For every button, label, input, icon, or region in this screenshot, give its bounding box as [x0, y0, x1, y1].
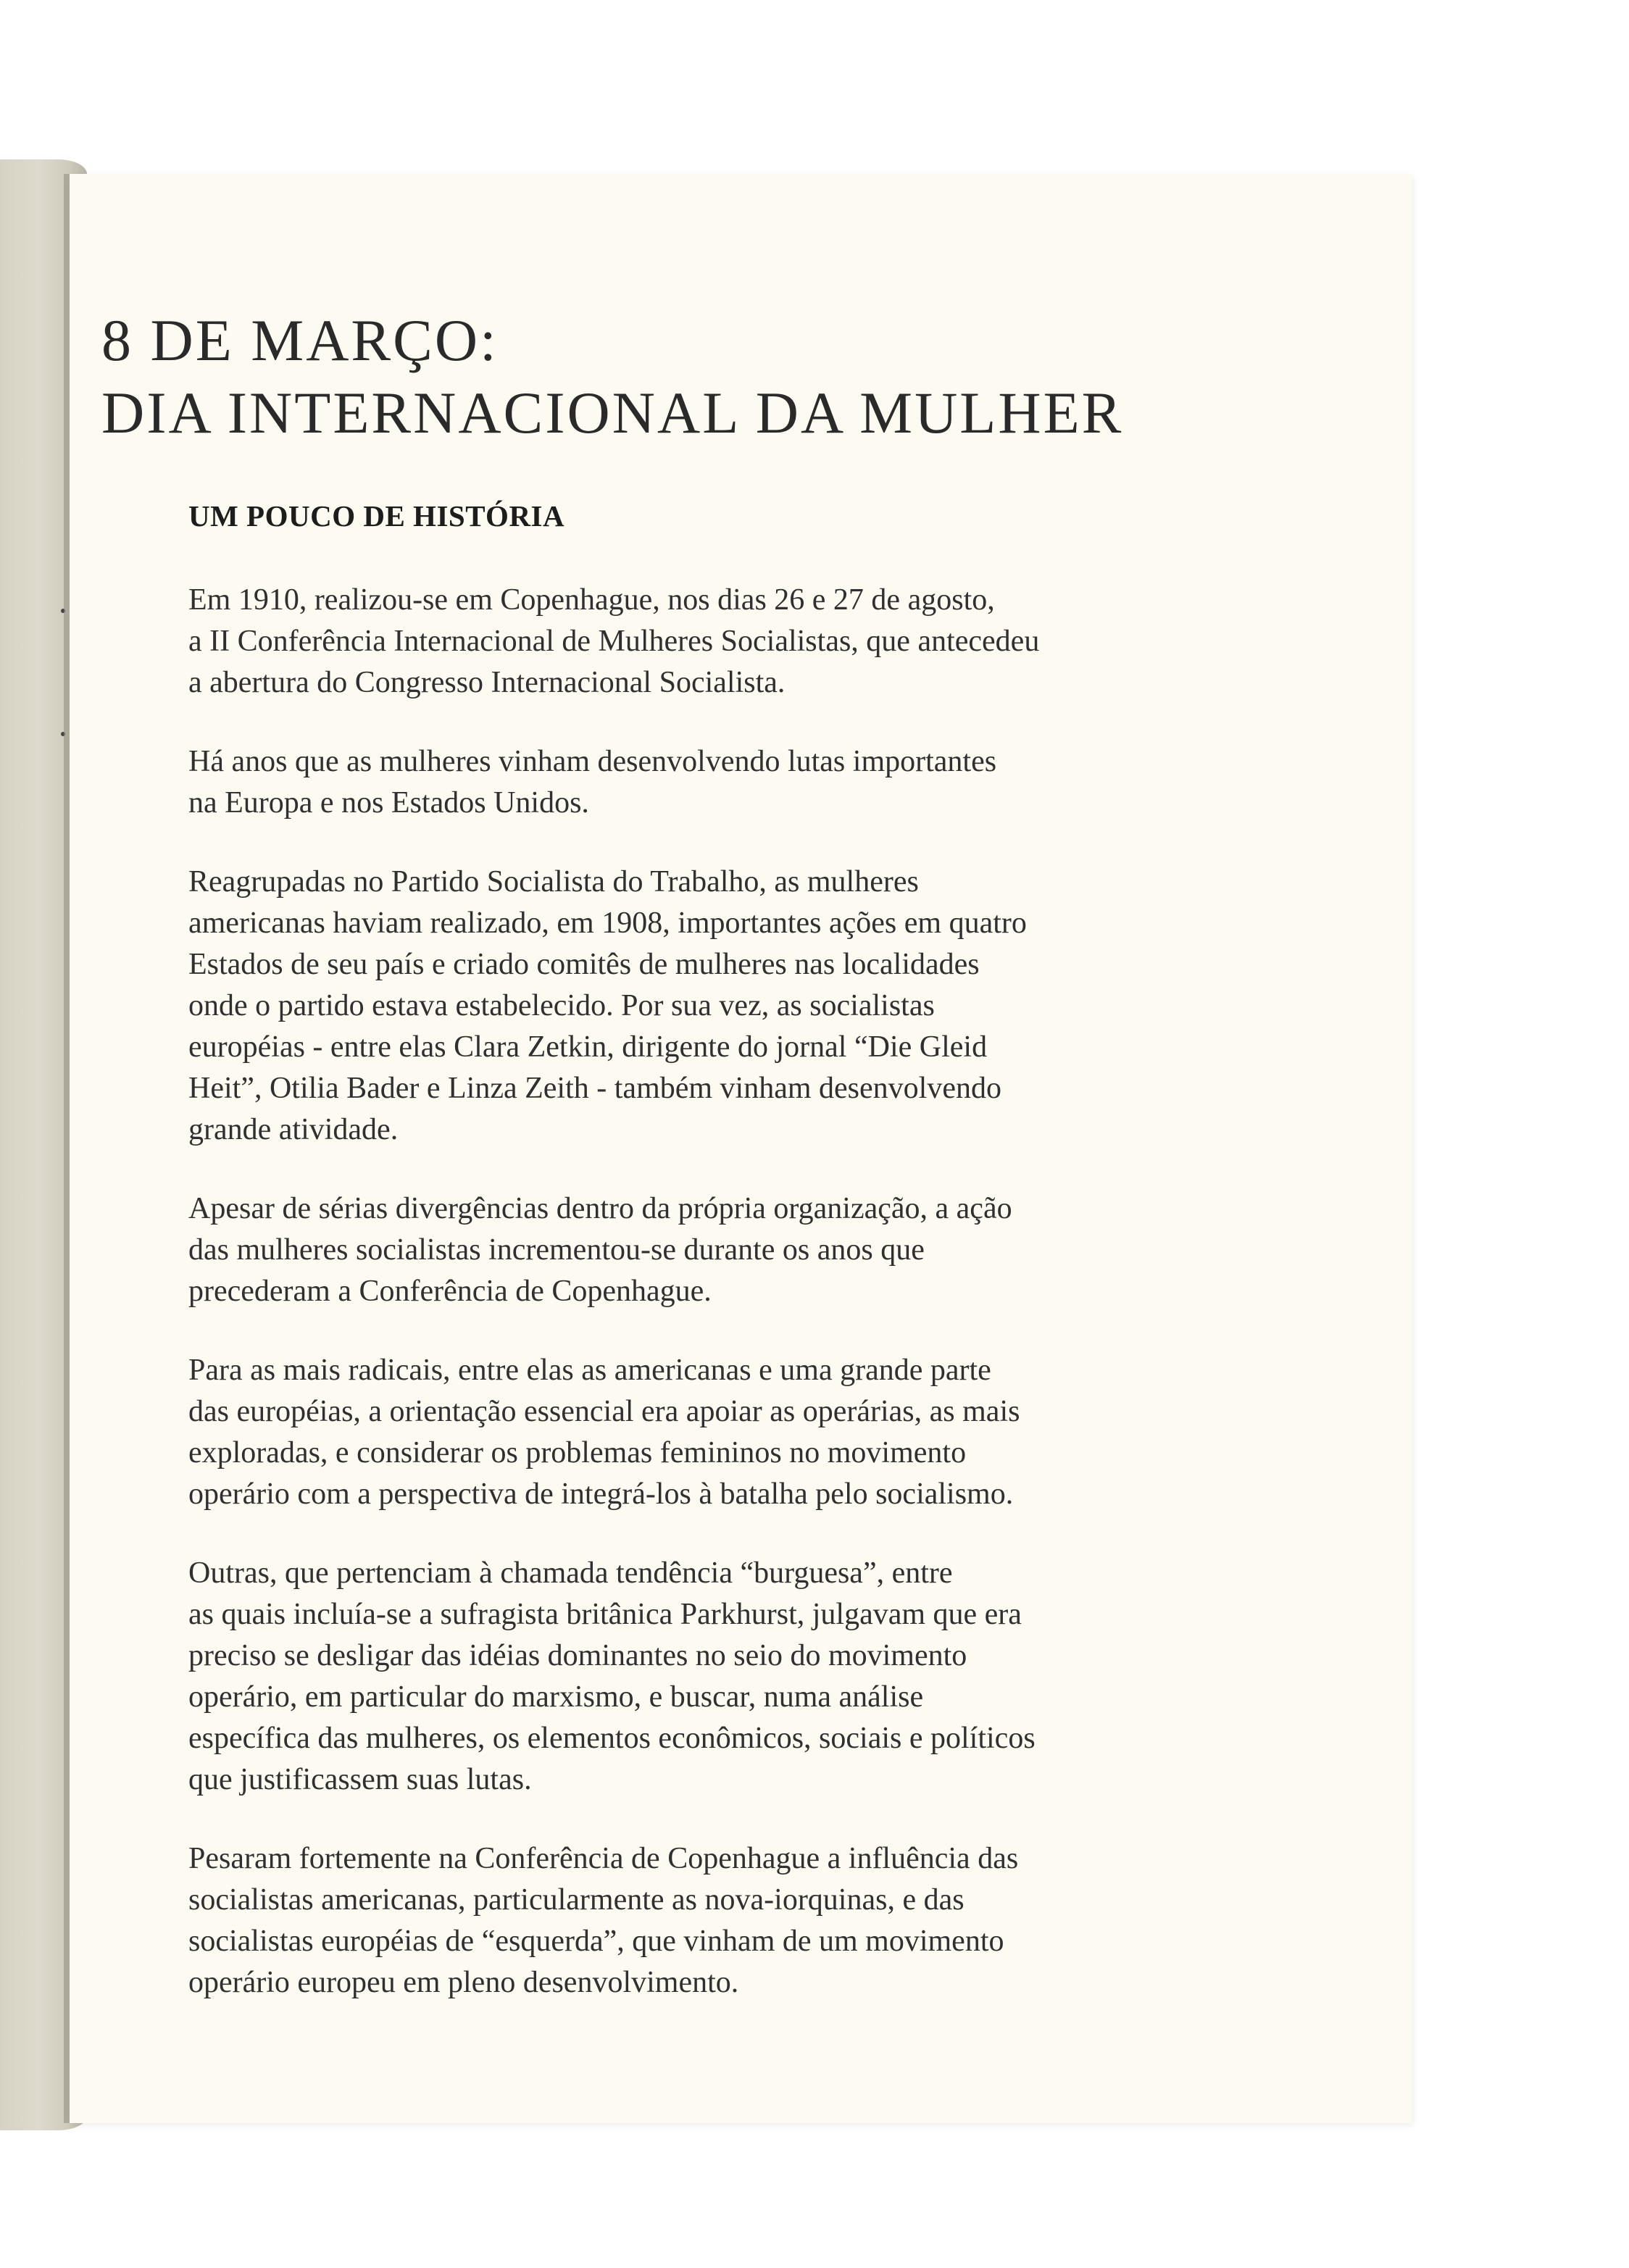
history-section [188, 494, 1290, 2041]
paragraph-5 [188, 1350, 1290, 1515]
text-line: as quais incluía-se a sufragista britânica Parkhurst, julgavam que era [188, 1598, 1022, 1631]
text-line: européias - entre elas Clara Zetkin, dirigente do jornal “Die Gleid [188, 1030, 988, 1064]
text-line: Pesaram fortemente na Conferência de Copenhague a influência das [188, 1842, 1019, 1875]
text-line: operário europeu em pleno desenvolvimento. [188, 1966, 739, 1999]
paragraph-1 [188, 580, 1290, 704]
text-line: Reagrupadas no Partido Socialista do Trabalho, as mulheres [188, 865, 919, 899]
paragraph-7 [188, 1838, 1290, 2004]
text-line: das européias, a orientação essencial era apoiar as operárias, as mais [188, 1395, 1020, 1428]
paragraph-3 [188, 862, 1290, 1151]
text-line: a II Conferência Internacional de Mulheres Socialistas, que antecedeu [188, 625, 1040, 658]
page-title [101, 304, 1123, 449]
text-line: onde o partido estava estabelecido. Por sua vez, as socialistas [188, 989, 935, 1022]
text-line: operário com a perspectiva de integrá-los à batalha pelo socialismo. [188, 1477, 1014, 1511]
text-line: Apesar de sérias divergências dentro da própria organização, a ação [188, 1192, 1012, 1225]
text-line: americanas haviam realizado, em 1908, importantes ações em quatro [188, 906, 1027, 940]
text-line: Em 1910, realizou-se em Copenhague, nos dias 26 e 27 de agosto, [188, 583, 995, 617]
text-line: Heit”, Otilia Bader e Linza Zeith - também vinham desenvolvendo [188, 1072, 1001, 1105]
text-line: operário, em particular do marxismo, e buscar, numa análise [188, 1680, 924, 1714]
title-line-1: 8 DE MARÇO: [101, 307, 499, 373]
text-line: Estados de seu país e criado comitês de mulheres nas localidades [188, 948, 980, 981]
text-line: Para as mais radicais, entre elas as americanas e uma grande parte [188, 1354, 991, 1387]
section-heading: UM POUCO DE HISTÓRIA [188, 499, 565, 533]
text-line: Outras, que pertenciam à chamada tendência “burguesa”, entre [188, 1556, 953, 1590]
text-line: socialistas americanas, particularmente as nova-iorquinas, e das [188, 1883, 965, 1917]
text-line: preciso se desligar das idéias dominantes no seio do movimento [188, 1639, 967, 1672]
paragraph-6 [188, 1553, 1290, 1801]
text-line: grande atividade. [188, 1113, 399, 1146]
text-line: que justificassem suas lutas. [188, 1763, 532, 1796]
text-line: precederam a Conferência de Copenhague. [188, 1275, 712, 1308]
title-line-2: DIA INTERNACIONAL DA MULHER [101, 380, 1124, 446]
document-page [70, 174, 1412, 2123]
text-line: socialistas européias de “esquerda”, que vinham de um movimento [188, 1925, 1004, 1958]
text-line: específica das mulheres, os elementos econômicos, sociais e políticos [188, 1722, 1036, 1755]
text-line: a abertura do Congresso Internacional Socialista. [188, 666, 786, 699]
text-line: exploradas, e considerar os problemas femininos no movimento [188, 1436, 967, 1469]
text-line: na Europa e nos Estados Unidos. [188, 786, 589, 820]
paragraph-2 [188, 741, 1290, 824]
text-line: Há anos que as mulheres vinham desenvolvendo lutas importantes [188, 745, 997, 778]
paragraph-4 [188, 1188, 1290, 1312]
text-line: das mulheres socialistas incrementou-se durante os anos que [188, 1233, 925, 1267]
